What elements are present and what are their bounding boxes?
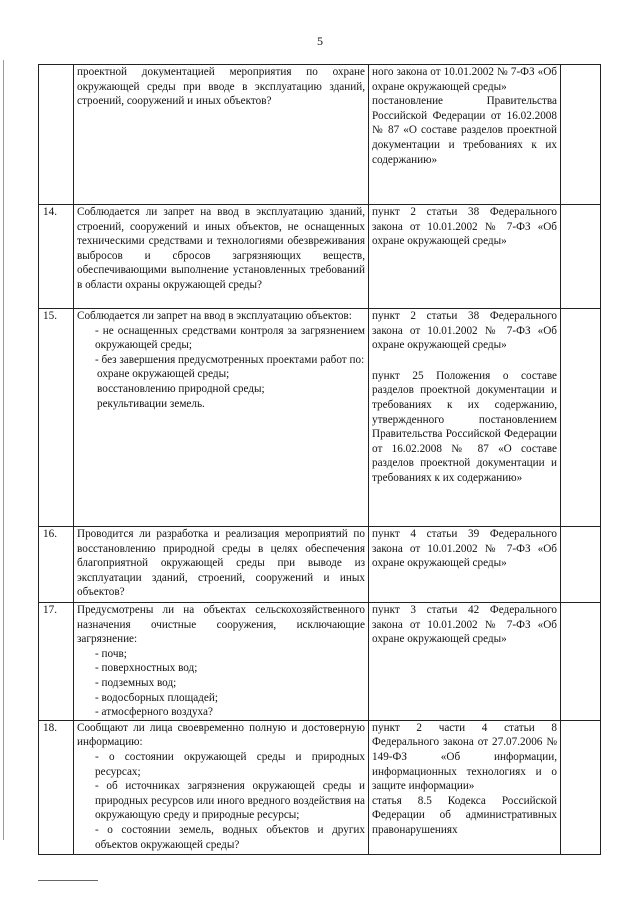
- question-bullet: - атмосферного воздуха?: [95, 706, 213, 719]
- row-question: [74, 205, 369, 309]
- question-text: Соблюдается ли запрет на ввод в эксплуатацию зданий, строений, сооружений и иных объектов, не оснащенных техническими средствами и технологиями обезвреживания выбросов и сбросов загрязняющих веществ, обеспечивающими выполнение установленных требований в области охраны окружающей среды?: [77, 206, 365, 291]
- row-question: [74, 720, 369, 854]
- checklist-table: [38, 64, 601, 855]
- reference-text: постановление Правительства Российской Федерации от 16.02.2008 № 87 «О составе разделов проектной документации и требованиях к их содержанию»: [372, 95, 557, 166]
- table-row: [39, 309, 601, 527]
- question-text: проектной документацией мероприятия по охране окружающей среды при вводе в эксплуатацию зданий, строений, сооружений и иных объектов?: [77, 66, 365, 108]
- row-number: 14.: [39, 205, 74, 309]
- row-reference: [369, 720, 561, 854]
- row-number: 17.: [39, 603, 74, 721]
- reference-text: пункт 4 статьи 39 Федерального закона от 10.01.2002 № 7-ФЗ «Об охране окружающей среды»: [372, 528, 557, 570]
- row-reference: [369, 527, 561, 603]
- reference-gap: [372, 353, 557, 369]
- question-subitem: восстановлению природной среды;: [97, 382, 265, 395]
- question-subitem: охране окружающей среды;: [97, 368, 230, 381]
- question-text: Соблюдается ли запрет на ввод в эксплуатацию объектов:: [77, 310, 352, 322]
- table-row: [39, 603, 601, 721]
- question-bullet: - о состоянии окружающей среды и природных ресурсах;: [95, 750, 365, 778]
- row-reference: [369, 603, 561, 721]
- row-question: [74, 527, 369, 603]
- row-reference: [369, 65, 561, 205]
- answer-cell[interactable]: [561, 720, 601, 854]
- question-bullet: - поверхностных вод;: [95, 662, 198, 675]
- table-row: [39, 720, 601, 854]
- row-number: [39, 65, 74, 205]
- row-number: 16.: [39, 527, 74, 603]
- question-text: Предусмотрены ли на объектах сельскохозяйственного назначения очистные сооружения, исключающие загрязнение:: [77, 604, 365, 646]
- answer-cell[interactable]: [561, 309, 601, 527]
- answer-cell[interactable]: [561, 603, 601, 721]
- question-bullet: - без завершения предусмотренных проектами работ по:: [95, 353, 365, 366]
- table-row: [39, 205, 601, 309]
- question-bullet: - об источниках загрязнения окружающей среды и природных ресурсов или иного вредного воздействия на окружающую среду и природные ресурсы;: [95, 780, 365, 822]
- scan-edge-line: [3, 60, 4, 840]
- question-text: Проводится ли разработка и реализация мероприятий по восстановлению природной среды в целях обеспечения благоприятной окружающей среды при выводе из эксплуатации зданий, строений, сооружений и иных объектов?: [77, 528, 365, 599]
- row-question: [74, 309, 369, 527]
- page-number: 5: [317, 34, 323, 48]
- reference-text: пункт 3 статьи 42 Федерального закона от 10.01.2002 № 7-ФЗ «Об охране окружающей среды»: [372, 604, 557, 646]
- question-text: Сообщают ли лица своевременно полную и достоверную информацию:: [77, 721, 365, 749]
- question-bullet: - о состоянии земель, водных объектов и других объектов окружающей среды?: [95, 823, 365, 851]
- answer-cell[interactable]: [561, 205, 601, 309]
- row-reference: [369, 309, 561, 527]
- answer-cell[interactable]: [561, 65, 601, 205]
- reference-text: статья 8.5 Кодекса Российской Федерации об административных правонарушениях: [372, 794, 557, 836]
- reference-text: пункт 2 части 4 статьи 8 Федерального закона от 27.07.2006 № 149-ФЗ «Об информации, информационных технологиях и о защите информации»: [372, 721, 557, 793]
- question-bullet: - не оснащенных средствами контроля за загрязнением окружающей среды;: [95, 324, 365, 352]
- question-bullet: - подземных вод;: [95, 676, 177, 689]
- footer-rule: [38, 880, 98, 881]
- reference-text: пункт 2 статьи 38 Федерального закона от 10.01.2002 № 7-ФЗ «Об охране окружающей среды»: [372, 310, 557, 352]
- table-row: [39, 527, 601, 603]
- reference-text: ного закона от 10.01.2002 № 7-ФЗ «Об охране окружающей среды»: [372, 66, 557, 93]
- question-bullet: - водосборных площадей;: [95, 691, 218, 704]
- row-number: 18.: [39, 720, 74, 854]
- answer-cell[interactable]: [561, 527, 601, 603]
- table-row: [39, 65, 601, 205]
- row-question: [74, 603, 369, 721]
- row-reference: [369, 205, 561, 309]
- reference-text: пункт 25 Положения о составе разделов проектной документации и требованиях к их содержанию, утвержденного постановлением Правительства Российской Федерации от 16.02.2008 № 87 «О составе разделов проектной документации и требованиях к их содержанию»: [372, 369, 557, 484]
- question-subitem: рекультивации земель.: [97, 397, 205, 410]
- row-question: [74, 65, 369, 205]
- reference-text: пункт 2 статьи 38 Федерального закона от 10.01.2002 № 7-ФЗ «Об охране окружающей среды»: [372, 206, 557, 248]
- question-bullet: - почв;: [95, 647, 127, 660]
- row-number: 15.: [39, 309, 74, 527]
